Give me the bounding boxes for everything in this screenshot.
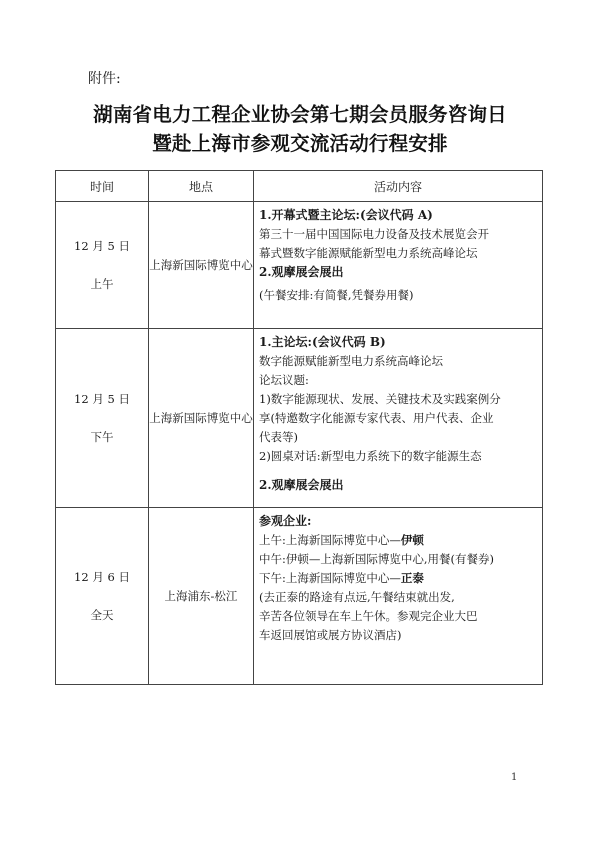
table-row [56, 508, 543, 685]
activity-line: 辛苦各位领导在车上午休。参观完企业大巴 [259, 609, 478, 623]
time-cell [56, 329, 149, 508]
activity-line: (去正泰的路途有点远,午餐结束就出发, [259, 590, 455, 604]
time-cell [56, 202, 149, 329]
activity-heading: 2.观摩展会展出 [259, 265, 344, 279]
header-time: 时间 [56, 171, 149, 202]
spacer [259, 466, 538, 476]
activity-line: 中午:伊顿—上海新国际博览中心,用餐(有餐券) [259, 552, 495, 566]
activity-heading: 1.开幕式暨主论坛:(会议代码 A) [259, 208, 433, 222]
time-part: 全天 [90, 608, 114, 622]
activity-line [259, 569, 538, 588]
activity-cell [254, 202, 543, 329]
activity-heading: 1.主论坛:(会议代码 B) [259, 335, 386, 349]
table-row [56, 329, 543, 508]
company-name: 正泰 [400, 571, 424, 585]
activity-line: 第三十一届中国国际电力设备及技术展览会开 [259, 227, 489, 241]
header-place: 地点 [149, 171, 254, 202]
document-title-line-2: 暨赴上海市参观交流活动行程安排 [152, 132, 448, 155]
activity-line: 论坛议题: [259, 373, 309, 387]
header-activity: 活动内容 [254, 171, 543, 202]
page-number: 1 [511, 772, 518, 783]
time-cell [56, 508, 149, 685]
time-day: 12 月 5 日 [74, 239, 130, 253]
activity-line: (午餐安排:有简餐,凭餐券用餐) [259, 288, 414, 302]
activity-heading: 参观企业: [259, 514, 312, 528]
activity-cell [254, 329, 543, 508]
table-header-row [56, 171, 543, 202]
time-day: 12 月 6 日 [74, 570, 130, 584]
activity-line: 享(特邀数字化能源专家代表、用户代表、企业 [259, 411, 494, 425]
schedule-table [55, 170, 543, 685]
activity-line: 2)圆桌对话:新型电力系统下的数字能源生态 [259, 449, 482, 463]
time-part: 上午 [90, 277, 114, 291]
activity-heading: 2.观摩展会展出 [259, 478, 344, 492]
activity-line [259, 531, 538, 550]
activity-cell [254, 508, 543, 685]
document-title-line-1: 湖南省电力工程企业协会第七期会员服务咨询日 [93, 103, 507, 126]
place-cell: 上海新国际博览中心 [149, 202, 254, 329]
activity-line-text: 上午:上海新国际博览中心— [259, 533, 401, 547]
activity-line: 车返回展馆或展方协议酒店) [259, 628, 402, 642]
time-day: 12 月 5 日 [74, 392, 130, 406]
activity-line: 数字能源赋能新型电力系统高峰论坛 [259, 354, 443, 368]
table-row [56, 202, 543, 329]
place-cell: 上海新国际博览中心 [149, 329, 254, 508]
activity-line: 代表等) [259, 430, 298, 444]
attachment-label: 附件: [88, 71, 121, 87]
activity-line: 幕式暨数字能源赋能新型电力系统高峰论坛 [259, 246, 478, 260]
activity-line-text: 下午:上海新国际博览中心— [259, 571, 401, 585]
time-part: 下午 [90, 430, 114, 444]
place-cell: 上海浦东-松江 [149, 508, 254, 685]
activity-line: 1)数字能源现状、发展、关键技术及实践案例分 [259, 392, 501, 406]
company-name: 伊顿 [400, 533, 424, 547]
